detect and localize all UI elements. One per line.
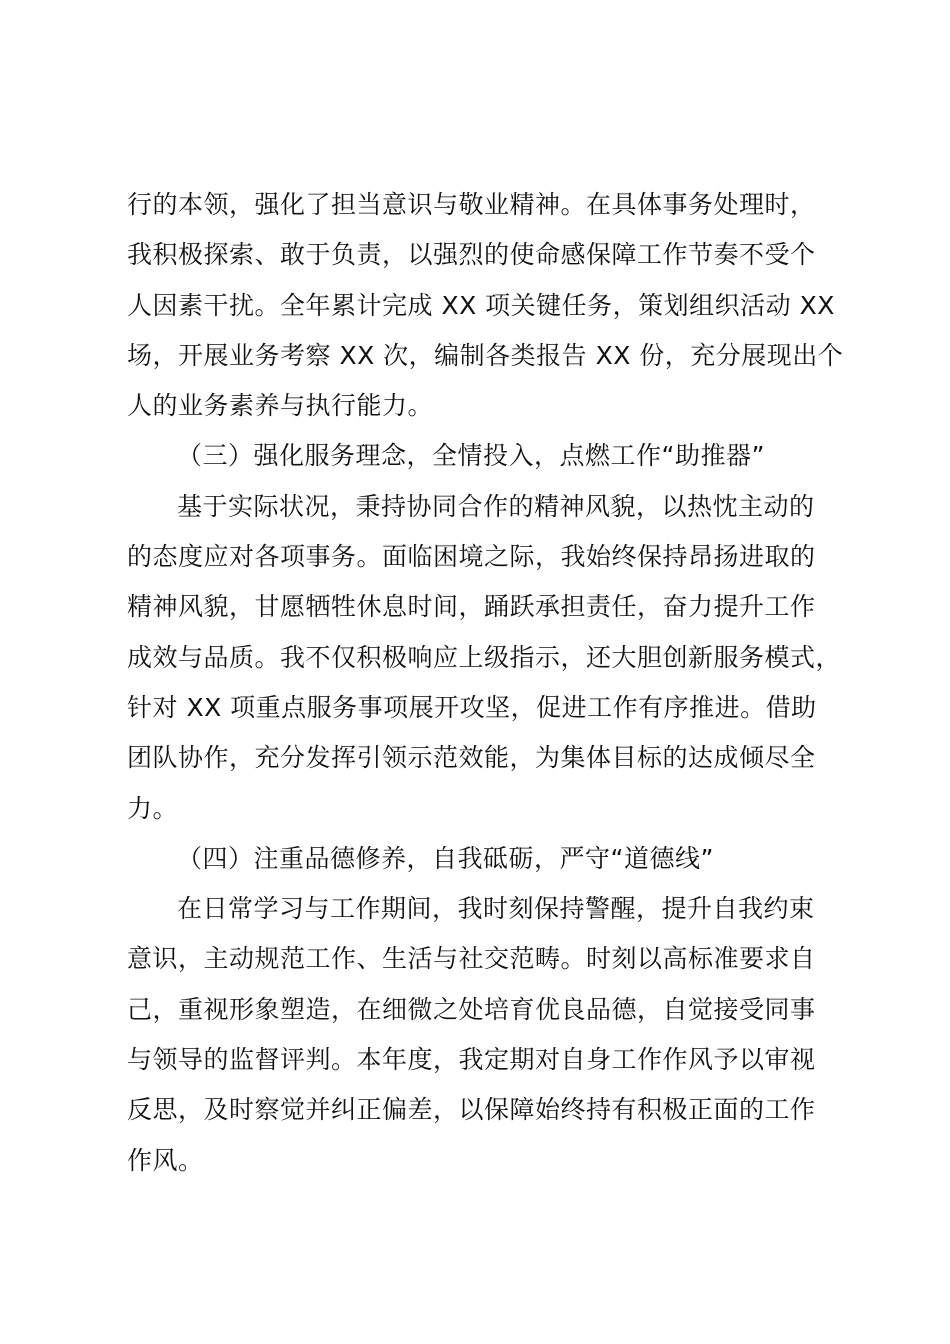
paragraph-line: 精神风貌，甘愿牺牲休息时间，踊跃承担责任，奋力提升工作: [127, 592, 816, 622]
paragraph-line: 基于实际状况，秉持协同合作的精神风貌，以热忱主动的: [177, 491, 815, 521]
paragraph-line: 行的本领，强化了担当意识与敬业精神。在具体事务处理时，: [127, 190, 816, 219]
paragraph-line: 人因素干扰。全年累计完成 XX 项关键任务，策划组织活动 XX: [127, 290, 835, 320]
paragraph-line: 我积极探索、敢于负责，以强烈的使命感保障工作节奏不受个: [127, 240, 816, 270]
paragraph-line: 团队协作，充分发挥引领示范效能，为集体目标的达成倾尽全: [127, 743, 816, 773]
paragraph-line: 人的业务素养与执行能力。: [127, 391, 434, 421]
paragraph-line: 成效与品质。我不仅积极响应上级指示，还大胆创新服务模式，: [127, 642, 842, 672]
section-heading-4: （四）注重品德修养，自我砥砺，严守“道德线”: [177, 843, 714, 873]
paragraph-ethics: [127, 884, 832, 1186]
document-body: [127, 180, 844, 1186]
paragraph-service: [127, 482, 842, 834]
paragraph-line: 作风。: [127, 1145, 204, 1175]
paragraph-line: 力。: [127, 793, 179, 823]
section-heading-3: （三）强化服务理念，全情投入，点燃工作“助推器”: [177, 441, 765, 471]
paragraph-line: 针对 XX 项重点服务事项展开攻坚，促进工作有序推进。借助: [127, 692, 817, 722]
paragraph-line: 反思，及时察觉并纠正偏差，以保障始终持有积极正面的工作: [127, 1095, 816, 1125]
paragraph-line: 在日常学习与工作期间，我时刻保持警醒，提升自我约束: [177, 894, 815, 924]
paragraph-line: 己，重视形象塑造，在细微之处培育优良品德，自觉接受同事: [127, 994, 816, 1024]
paragraph-continuation: [127, 180, 844, 431]
paragraph-line: 意识，主动规范工作、生活与社交范畴。时刻以高标准要求自: [127, 944, 816, 974]
paragraph-line: 与领导的监督评判。本年度，我定期对自身工作作风予以审视: [127, 1045, 816, 1075]
paragraph-line: 场，开展业务考察 XX 次，编制各类报告 XX 份，充分展现出个: [127, 340, 844, 370]
paragraph-line: 的态度应对各项事务。面临困境之际，我始终保持昂扬进取的: [127, 542, 816, 572]
